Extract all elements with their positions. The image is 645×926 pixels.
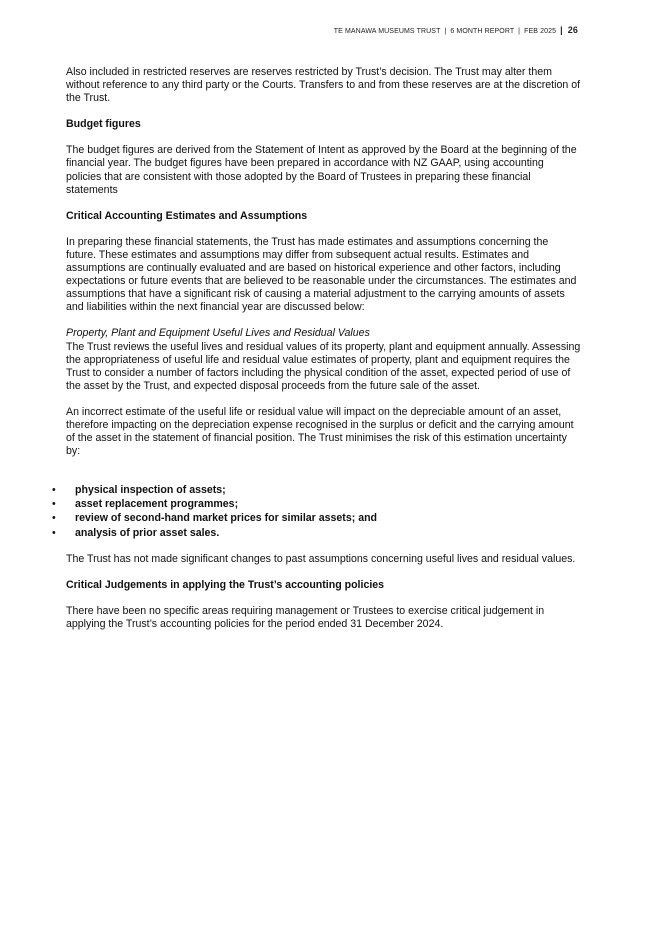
list-item: [52, 512, 581, 525]
paragraph-critical-judgements: There have been no specific areas requiring management or Trustees to exercise critical judgement in applying the Trust’s accounting policies for the period ended 31 December 2024.: [66, 604, 545, 630]
list-item: [52, 498, 581, 511]
heading-budget-figures: Budget figures: [66, 118, 141, 131]
paragraph-restricted-reserves: Also included in restricted reserves are reserves restricted by Trust’s decision. The Trust may alter them without reference to any third party or the Courts. Transfers to and from these reserves are at the discretion of the Trust.: [66, 66, 581, 105]
header-org: TE MANAWA MUSEUMS TRUST: [333, 28, 441, 35]
list-item-text: review of second-hand market prices for similar assets; and: [75, 512, 378, 525]
list-item-text: analysis of prior asset sales.: [75, 526, 220, 539]
paragraph-ppe: The Trust reviews the useful lives and residual values of its property, plant and equipment annually. Assessing the appropriateness of useful life and residual value estimates of property, plant and equipment requires the Trust to consider a number of factors including the physical condition of the asset, expected period of use of the asset by the Trust, and expected disposal proceeds from the future sale of the asset.: [66, 340, 581, 392]
header-separator: |: [518, 28, 521, 35]
heading-critical-estimates: Critical Accounting Estimates and Assumptions: [66, 209, 308, 222]
bullet-icon: •: [52, 484, 56, 497]
heading-critical-judgements: Critical Judgements in applying the Trust’s accounting policies: [66, 578, 385, 591]
subheading-ppe: Property, Plant and Equipment Useful Lives and Residual Values: [66, 327, 370, 340]
bullet-icon: •: [52, 512, 56, 525]
running-header: [334, 25, 578, 37]
list-item-text: asset replacement programmes;: [75, 498, 239, 511]
header-bar: |: [560, 25, 563, 35]
list-item: [52, 527, 581, 540]
paragraph-budget-figures: The budget figures are derived from the Statement of Intent as approved by the Board at the beginning of the financial year. The budget figures have been prepared in accordance with NZ GAAP, using accounting policies that are consistent with those adopted by the Board of Trustees in preparing these financial statements: [66, 144, 577, 196]
header-date: FEB 2025: [524, 28, 557, 35]
bullet-icon: •: [52, 498, 56, 511]
paragraph-critical-estimates: In preparing these financial statements, the Trust has made estimates and assumptions concerning the future. These estimates and assumptions may differ from subsequent actual results. Estimates and assumptions are continually evaluated and are based on historical experience and other factors, including expectations or future events that are believed to be reasonable under the circumstances. The estimates and assumptions that have a significant risk of causing a material adjustment to the carrying amounts of assets and liabilities within the next financial year are discussed below:: [66, 235, 577, 314]
paragraph-no-changes: The Trust has not made significant changes to past assumptions concerning useful lives and residual values.: [66, 552, 576, 565]
bullet-list: [52, 484, 581, 539]
header-report: 6 MONTH REPORT: [450, 28, 515, 35]
list-item: [52, 484, 581, 497]
page-body: [52, 66, 581, 644]
paragraph-incorrect-estimate: An incorrect estimate of the useful life or residual value will impact on the depreciable amount of an asset, therefore impacting on the depreciation expense recognised in the surplus or deficit and the carrying amount of the asset in the statement of financial position. The Trust minimises the risk of this estimation uncertainty by:: [66, 405, 574, 458]
page-number: 26: [567, 25, 578, 35]
bullet-icon: •: [52, 526, 56, 539]
list-item-text: physical inspection of assets;: [75, 484, 226, 497]
header-separator: |: [444, 28, 447, 35]
